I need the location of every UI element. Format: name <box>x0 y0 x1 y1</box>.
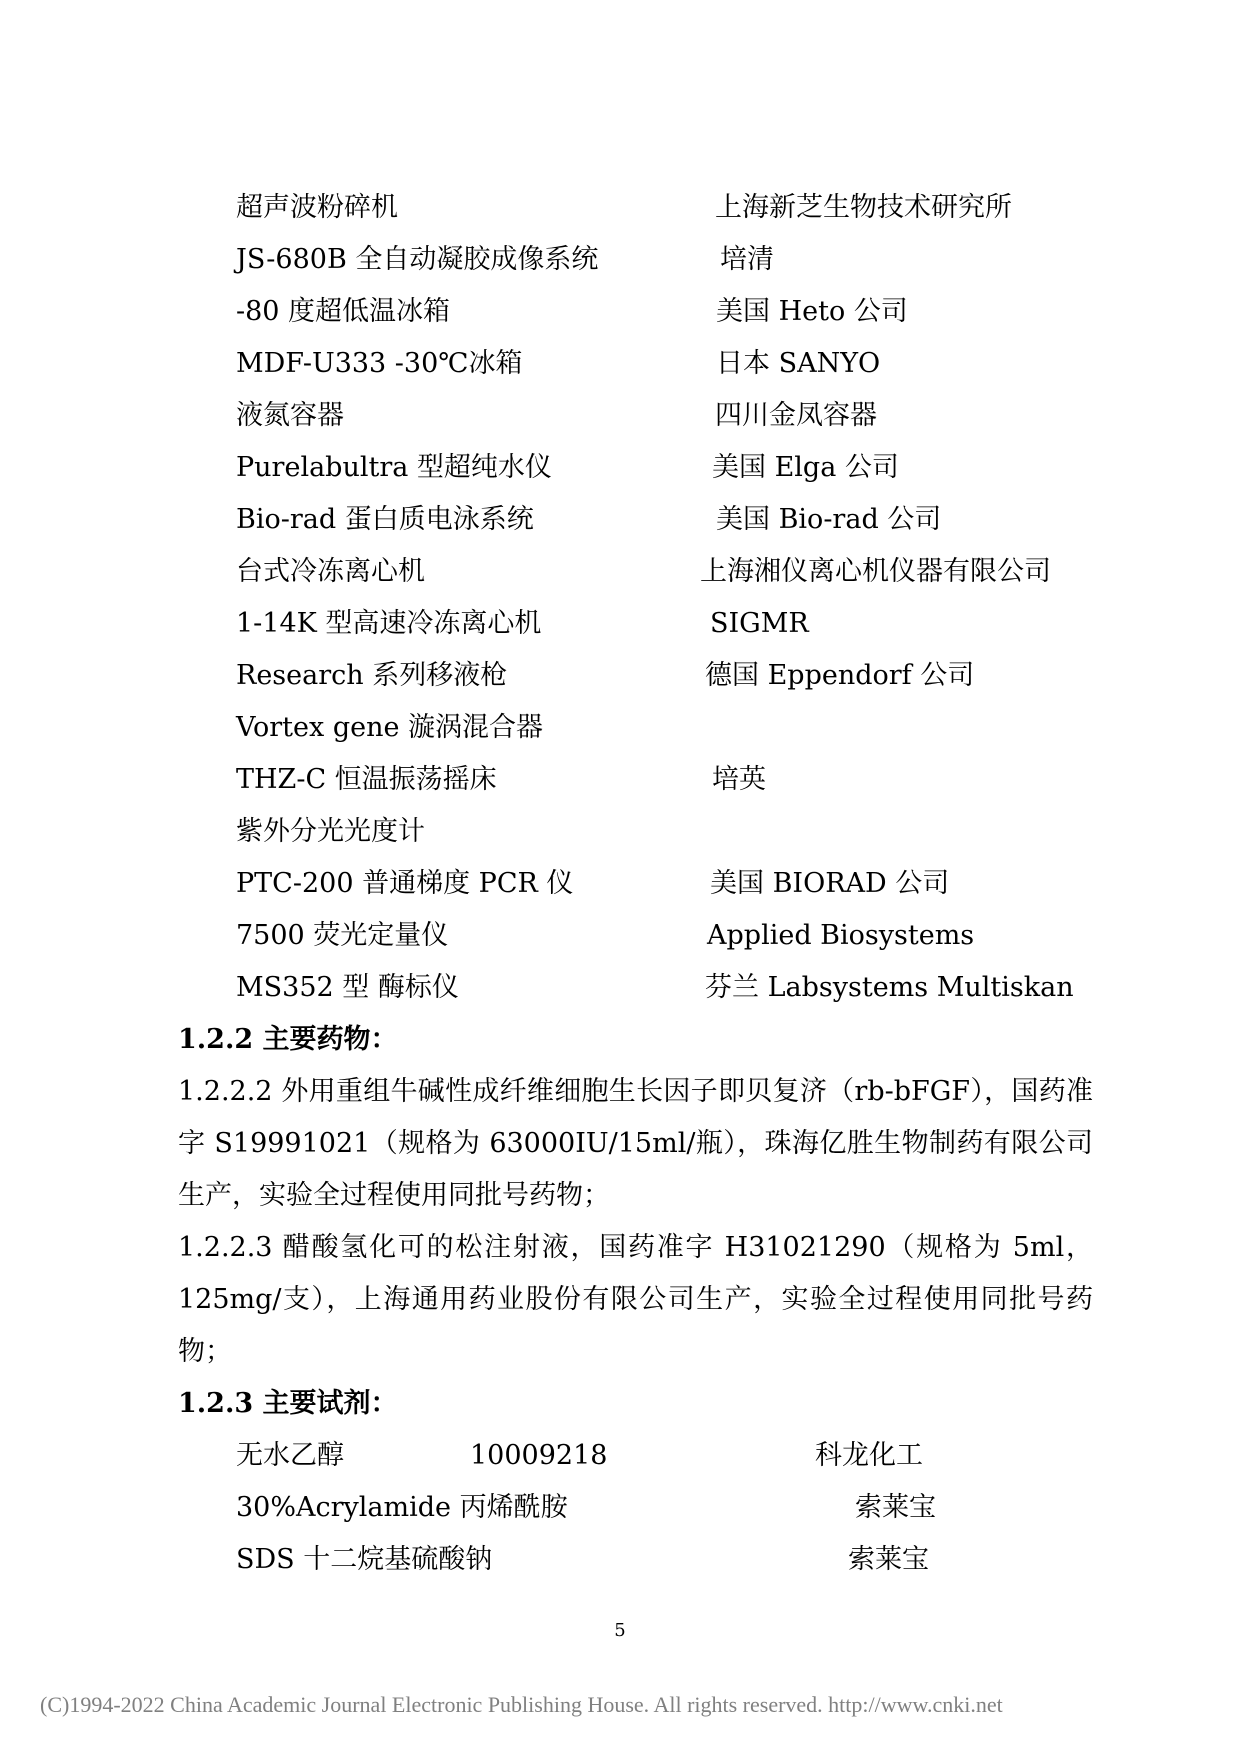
reagent-name: SDS 十二烷基硫酸钠 <box>236 1544 493 1575</box>
equipment-maker: 培清 <box>720 244 774 275</box>
equipment-name: MS352 型 酶标仪 <box>236 972 459 1003</box>
equipment-name: THZ-C 恒温振荡摇床 <box>236 764 497 795</box>
equipment-maker: 美国 Bio-rad 公司 <box>716 504 942 535</box>
equipment-maker: 美国 Heto 公司 <box>716 296 908 327</box>
reagent-maker: 索莱宝 <box>848 1544 929 1575</box>
paragraph-drug-1: 1.2.2.2 外用重组牛碱性成纤维细胞生长因子即贝复济（rb-bFGF），国药准字 S19991021（规格为 63000IU/15ml/瓶），珠海亿胜生物制药有限公司生产，实验全过程使用同批号药物； <box>178 1076 1093 1211</box>
equipment-maker: SIGMR <box>710 608 809 639</box>
equipment-name: 液氮容器 <box>236 400 344 431</box>
equipment-maker: 美国 Elga 公司 <box>712 452 899 483</box>
equipment-name: MDF-U333 -30℃冰箱 <box>236 348 523 379</box>
equipment-maker: 培英 <box>712 764 766 795</box>
reagent-name: 无水乙醇 <box>236 1440 344 1471</box>
equipment-name: Research 系列移液枪 <box>236 660 508 691</box>
equipment-name: JS-680B 全自动凝胶成像系统 <box>236 244 599 275</box>
equipment-name: PTC-200 普通梯度 PCR 仪 <box>236 868 574 899</box>
equipment-name: 超声波粉碎机 <box>236 192 398 223</box>
equipment-name: 1-14K 型高速冷冻离心机 <box>236 608 542 639</box>
page-number: 5 <box>614 1620 626 1641</box>
equipment-name: Purelabultra 型超纯水仪 <box>236 452 552 483</box>
equipment-name: 台式冷冻离心机 <box>236 556 425 587</box>
section-heading-reagents: 1.2.3 主要试剂： <box>178 1388 398 1419</box>
equipment-maker: 四川金凤容器 <box>715 400 877 431</box>
equipment-maker: 芬兰 Labsystems Multiskan <box>705 972 1074 1003</box>
paragraph-drug-2: 1.2.2.3 醋酸氢化可的松注射液，国药准字 H31021290（规格为 5ml，125mg/支），上海通用药业股份有限公司生产，实验全过程使用同批号药物； <box>178 1232 1093 1367</box>
equipment-name: Vortex gene 漩涡混合器 <box>236 712 544 743</box>
reagent-maker: 索莱宝 <box>855 1492 936 1523</box>
reagent-maker: 科龙化工 <box>815 1440 923 1471</box>
equipment-maker: Applied Biosystems <box>707 920 975 951</box>
equipment-maker: 日本 SANYO <box>716 348 881 379</box>
equipment-name: Bio-rad 蛋白质电泳系统 <box>236 504 534 535</box>
reagent-name: 30%Acrylamide 丙烯酰胺 <box>236 1492 568 1523</box>
equipment-name: -80 度超低温冰箱 <box>236 296 451 327</box>
equipment-name: 7500 荧光定量仪 <box>236 920 449 951</box>
equipment-maker: 上海湘仪离心机仪器有限公司 <box>700 556 1051 587</box>
section-heading-drugs: 1.2.2 主要药物： <box>178 1024 398 1055</box>
equipment-maker: 上海新芝生物技术研究所 <box>715 192 1012 223</box>
equipment-name: 紫外分光光度计 <box>236 816 425 847</box>
reagent-code: 10009218 <box>470 1440 608 1471</box>
equipment-maker: 美国 BIORAD 公司 <box>710 868 950 899</box>
equipment-maker: 德国 Eppendorf 公司 <box>705 660 975 691</box>
copyright-footer: (C)1994-2022 China Academic Journal Electronic Publishing House. All rights reserved. http://www.cnki.net <box>40 1692 1003 1717</box>
